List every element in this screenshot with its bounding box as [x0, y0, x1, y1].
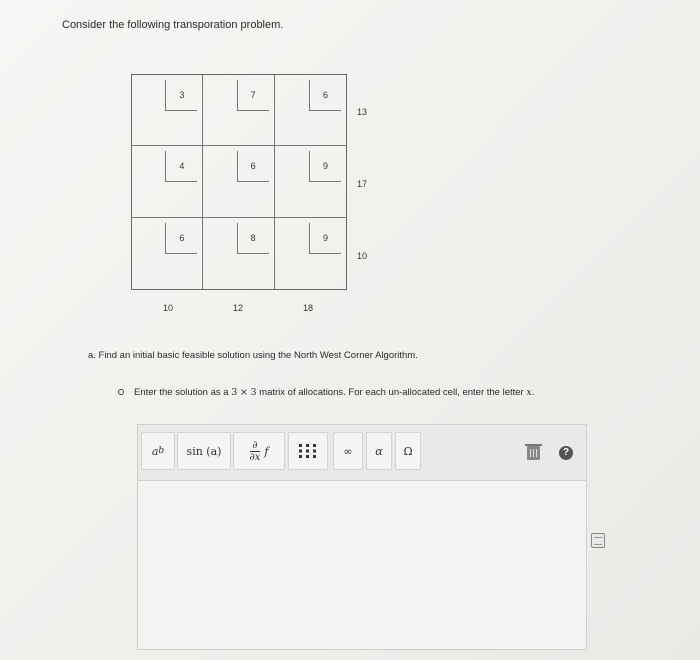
- help-button[interactable]: ?: [559, 446, 573, 460]
- notes-icon[interactable]: [591, 533, 605, 548]
- partial-denominator: ∂x: [249, 451, 261, 463]
- cost-value: 9: [309, 151, 341, 182]
- table-cell: [275, 218, 346, 289]
- letter-x: x: [526, 387, 532, 398]
- partial-numerator: ∂: [252, 439, 258, 451]
- cost-value: 9: [309, 223, 341, 254]
- instruction: [118, 387, 534, 398]
- cost-value: 6: [165, 223, 197, 254]
- table-cell: [132, 218, 203, 289]
- power-exponent: b: [158, 446, 165, 456]
- transportation-table: [131, 74, 347, 290]
- answer-input[interactable]: [137, 480, 587, 650]
- cost-value: 3: [165, 80, 197, 111]
- cost-value: 6: [309, 80, 341, 111]
- bullet-icon: [118, 389, 124, 395]
- table-cell: [203, 218, 274, 289]
- alpha-label: α: [375, 444, 383, 458]
- demand-value: 18: [303, 303, 314, 313]
- table-cell: [203, 75, 274, 146]
- matrix-icon: [298, 443, 318, 459]
- table-cell: [275, 146, 346, 217]
- instruction-end: .: [531, 387, 535, 398]
- sin-label: sin (a): [186, 444, 222, 458]
- infinity-button[interactable]: [333, 432, 363, 470]
- matrix-button[interactable]: [288, 432, 328, 470]
- dimension-cols: 3: [250, 387, 257, 398]
- partial-derivative-button[interactable]: [233, 432, 285, 470]
- alpha-button[interactable]: [366, 432, 392, 470]
- power-button[interactable]: [141, 432, 175, 470]
- table-cell: [132, 146, 203, 217]
- cost-value: 7: [237, 80, 269, 111]
- question-a: a. Find an initial basic feasible solution using the North West Corner Algorithm.: [88, 350, 418, 361]
- problem-intro: Consider the following transporation problem.: [62, 19, 284, 31]
- table-cell: [132, 75, 203, 146]
- omega-label: Ω: [403, 444, 413, 458]
- omega-button[interactable]: [395, 432, 421, 470]
- instruction-text-before: Enter the solution as a: [134, 387, 229, 398]
- dimension-rows: 3: [231, 387, 238, 398]
- infinity-label: ∞: [343, 444, 353, 458]
- instruction-text-after: matrix of allocations. For each un-allocated cell, enter the letter: [259, 387, 524, 398]
- times-symbol: ×: [239, 387, 248, 398]
- cost-value: 6: [237, 151, 269, 182]
- cost-value: 8: [237, 223, 269, 254]
- demand-value: 10: [163, 303, 174, 313]
- table-cell: [275, 75, 346, 146]
- supply-value: 10: [357, 251, 368, 261]
- table-cell: [203, 146, 274, 217]
- supply-value: 13: [357, 107, 368, 117]
- trash-icon[interactable]: [527, 446, 540, 460]
- sin-button[interactable]: [177, 432, 231, 470]
- supply-value: 17: [357, 179, 368, 189]
- cost-value: 4: [165, 151, 197, 182]
- demand-value: 12: [233, 303, 244, 313]
- function-f: f: [264, 444, 269, 458]
- power-base: a: [151, 444, 159, 458]
